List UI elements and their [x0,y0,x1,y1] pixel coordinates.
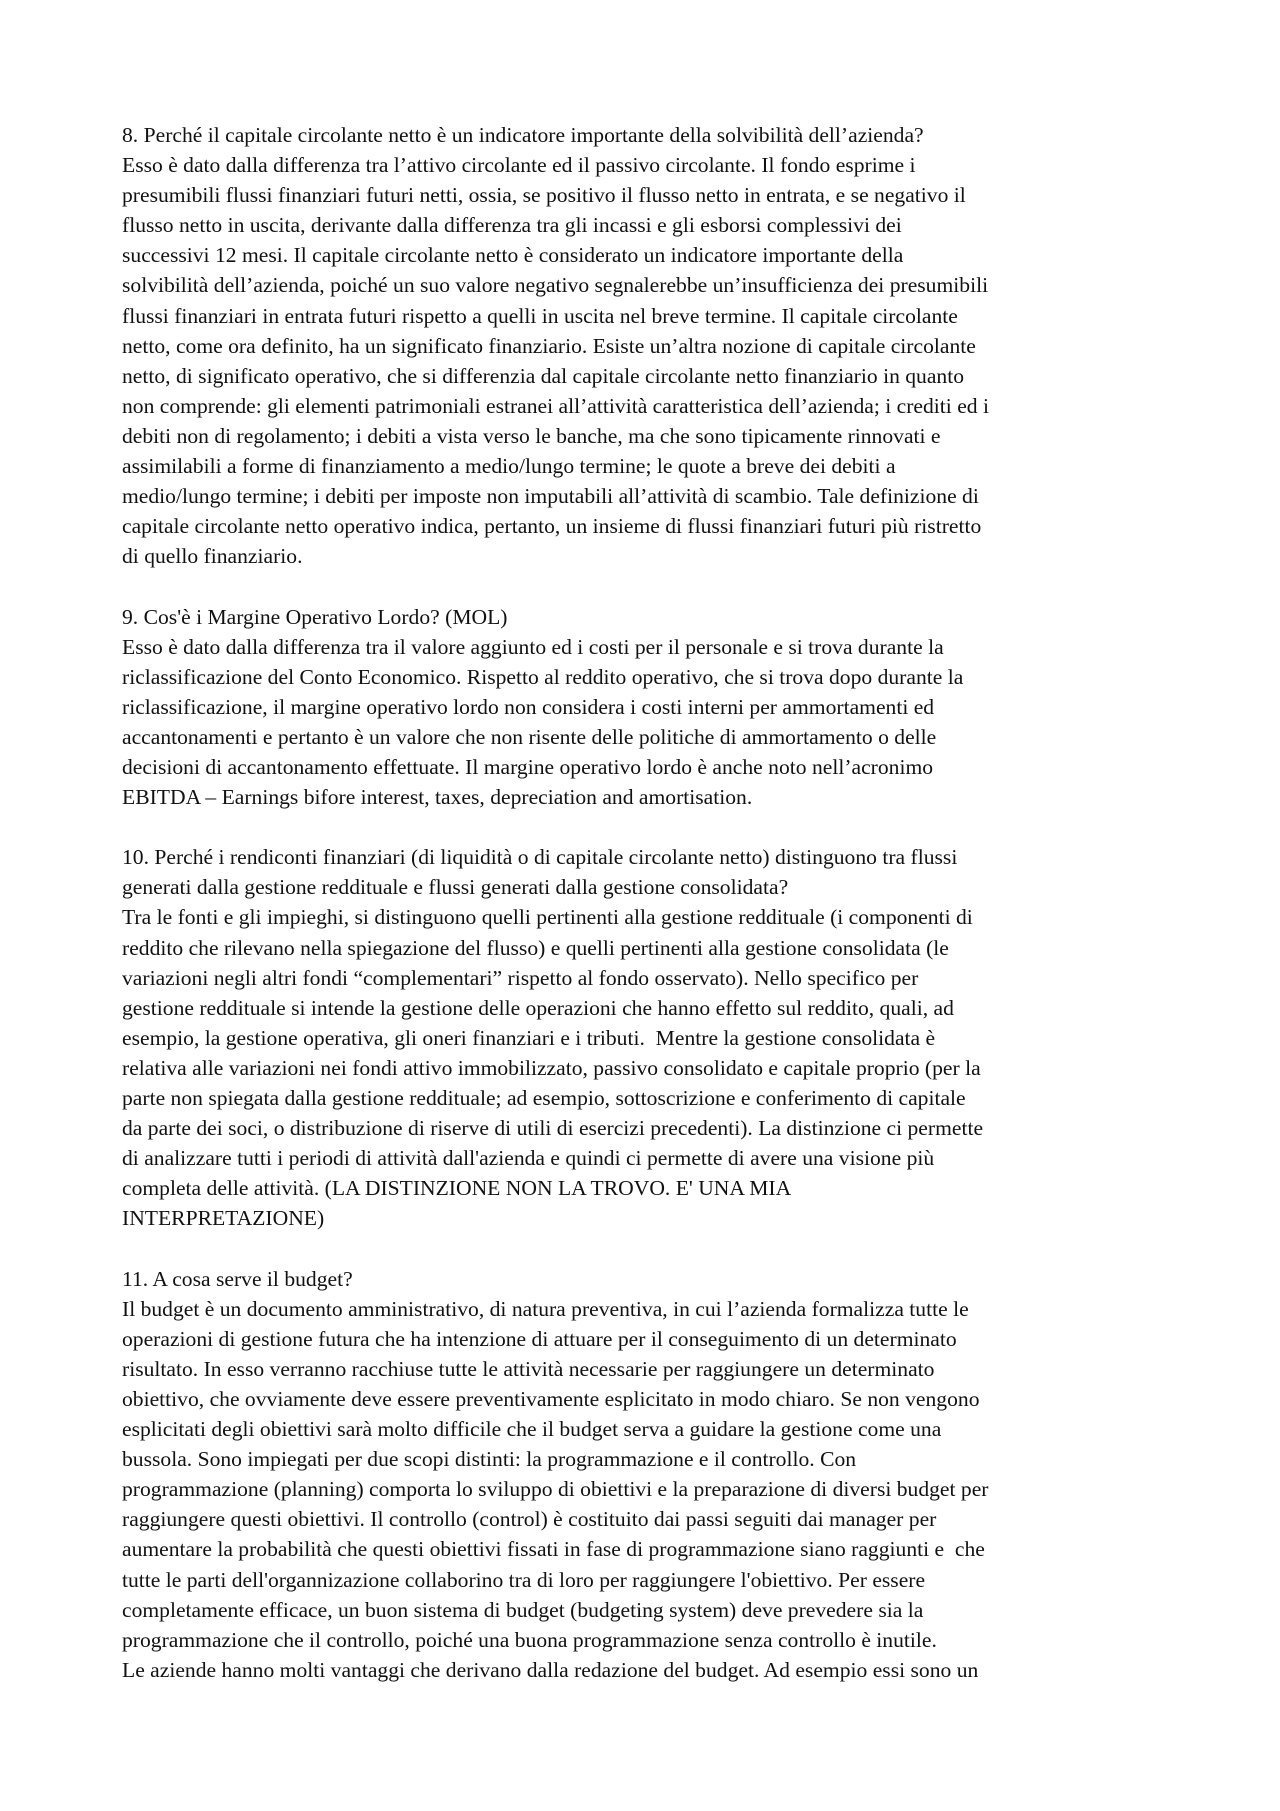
text-line: riclassificazione del Conto Economico. Rispetto al reddito operativo, che si trova dopo durante la [122,664,964,689]
text-line: netto, di significato operativo, che si differenzia dal capitale circolante netto finanziario in quanto [122,363,965,388]
text-line: obiettivo, che ovviamente deve essere preventivamente esplicitato in modo chiaro. Se non vengono [122,1386,980,1411]
text-line: completamente efficace, un buon sistema di budget (budgeting system) deve prevedere sia la [122,1597,924,1622]
text-line: Il budget è un documento amministrativo, di natura preventiva, in cui l’azienda formalizza tutte le [122,1296,969,1321]
text-line: operazioni di gestione futura che ha intenzione di attuare per il conseguimento di un determinato [122,1326,957,1351]
document-page [122,120,1170,1715]
text-line: accantonamenti e pertanto è un valore che non risente delle politiche di ammortamento o delle [122,724,937,749]
text-line: solvibilità dell’azienda, poiché un suo valore negativo segnalerebbe un’insufficienza dei presumibili [122,273,989,298]
section-4 [122,1264,1170,1685]
text-line: INTERPRETAZIONE) [122,1206,325,1231]
text-line: variazioni negli altri fondi “complementari” rispetto al fondo osservato). Nello specifico per [122,965,919,990]
text-line: successivi 12 mesi. Il capitale circolante netto è considerato un indicatore importante della [122,243,904,268]
section-heading: 11. A cosa serve il budget? [122,1266,353,1291]
text-line: completa delle attività. (LA DISTINZIONE NON LA TROVO. E' UNA MIA [122,1176,792,1201]
text-line: Le aziende hanno molti vantaggi che derivano dalla redazione del budget. Ad esempio essi sono un [122,1657,979,1682]
text-line: non comprende: gli elementi patrimoniali estranei all’attività caratteristica dell’azienda; i crediti ed i [122,393,989,418]
text-line: assimilabili a forme di finanziamento a medio/lungo termine; le quote a breve dei debiti a [122,454,896,479]
text-line: riclassificazione, il margine operativo lordo non considera i costi interni per ammortamenti ed [122,694,935,719]
text-line: programmazione (planning) comporta lo sviluppo di obiettivi e la preparazione di diversi budget per [122,1477,989,1502]
text-line: reddito che rilevano nella spiegazione del flusso) e quelli pertinenti alla gestione consolidata (le [122,935,949,960]
text-line: decisioni di accantonamento effettuate. Il margine operativo lordo è anche noto nell’acronimo [122,754,934,779]
text-line: di analizzare tutti i periodi di attività dall'azienda e quindi ci permette di avere una visione più [122,1146,935,1171]
section-1 [122,120,1170,571]
section-heading: 9. Cos'è i Margine Operativo Lordo? (MOL) [122,604,508,629]
text-line: parte non spiegata dalla gestione reddituale; ad esempio, sottoscrizione e conferimento di capitale [122,1086,966,1110]
text-line: Tra le fonti e gli impieghi, si distinguono quelli pertinenti alla gestione reddituale (i componenti di [122,905,973,930]
text-line: medio/lungo termine; i debiti per imposte non imputabili all’attività di scambio. Tale definizione di [122,484,979,509]
text-line: capitale circolante netto operativo indica, pertanto, un insieme di flussi finanziari futuri più ristretto [122,514,982,539]
text-line: di quello finanziario. [122,544,303,569]
text-line: esempio, la gestione operativa, gli oneri finanziari e i tributi. Mentre la gestione consolidata è [122,1025,936,1050]
text-line: flussi finanziari in entrata futuri rispetto a quelli in uscita nel breve termine. Il capitale circolante [122,303,958,328]
text-line: risultato. In esso verranno racchiuse tutte le attività necessarie per raggiungere un determinato [122,1356,935,1381]
section-3 [122,842,1170,1233]
text-line: flusso netto in uscita, derivante dalla differenza tra gli incassi e gli esborsi complessivi dei [122,213,902,238]
text-line: Esso è dato dalla differenza tra l’attivo circolante ed il passivo circolante. Il fondo esprime i [122,153,916,178]
text-line: raggiungere questi obiettivi. Il controllo (control) è costituito dai passi seguiti dai manager per [122,1507,937,1532]
text-line: bussola. Sono impiegati per due scopi distinti: la programmazione e il controllo. Con [122,1447,857,1472]
text-line: tutte le parti dell'organnizazione collaborino tra di loro per raggiungere l'obiettivo. Per essere [122,1567,926,1592]
text-line: relativa alle variazioni nei fondi attivo immobilizzato, passivo consolidato e capitale proprio (per la [122,1055,981,1080]
text-line: presumibili flussi finanziari futuri netti, ossia, se positivo il flusso netto in entrata, e se negativo il [122,183,966,208]
text-line: esplicitati degli obiettivi sarà molto difficile che il budget serva a guidare la gestione come una [122,1417,942,1442]
text-line: EBITDA – Earnings bifore interest, taxes, depreciation and amortisation. [122,785,753,810]
text-line: generati dalla gestione reddituale e flussi generati dalla gestione consolidata? [122,875,789,900]
section-2 [122,602,1170,813]
text-line: netto, come ora definito, ha un significato finanziario. Esiste un’altra nozione di capitale circolante [122,333,976,358]
text-line: debiti non di regolamento; i debiti a vista verso le banche, ma che sono tipicamente rinnovati e [122,423,941,448]
text-line: aumentare la probabilità che questi obiettivi fissati in fase di programmazione siano raggiunti e che [122,1537,985,1562]
text-line: programmazione che il controllo, poiché una buona programmazione senza controllo è inutile. [122,1627,937,1652]
text-line: Esso è dato dalla differenza tra il valore aggiunto ed i costi per il personale e si trova durante la [122,634,944,659]
section-heading: 8. Perché il capitale circolante netto è un indicatore importante della solvibilità dell’azienda? [122,123,924,147]
section-heading: 10. Perché i rendiconti finanziari (di liquidità o di capitale circolante netto) distinguono tra flussi [122,845,958,870]
text-line: gestione reddituale si intende la gestione delle operazioni che hanno effetto sul reddito, quali, ad [122,995,954,1020]
text-line: da parte dei soci, o distribuzione di riserve di utili di esercizi precedenti). La distinzione ci permette [122,1116,984,1141]
